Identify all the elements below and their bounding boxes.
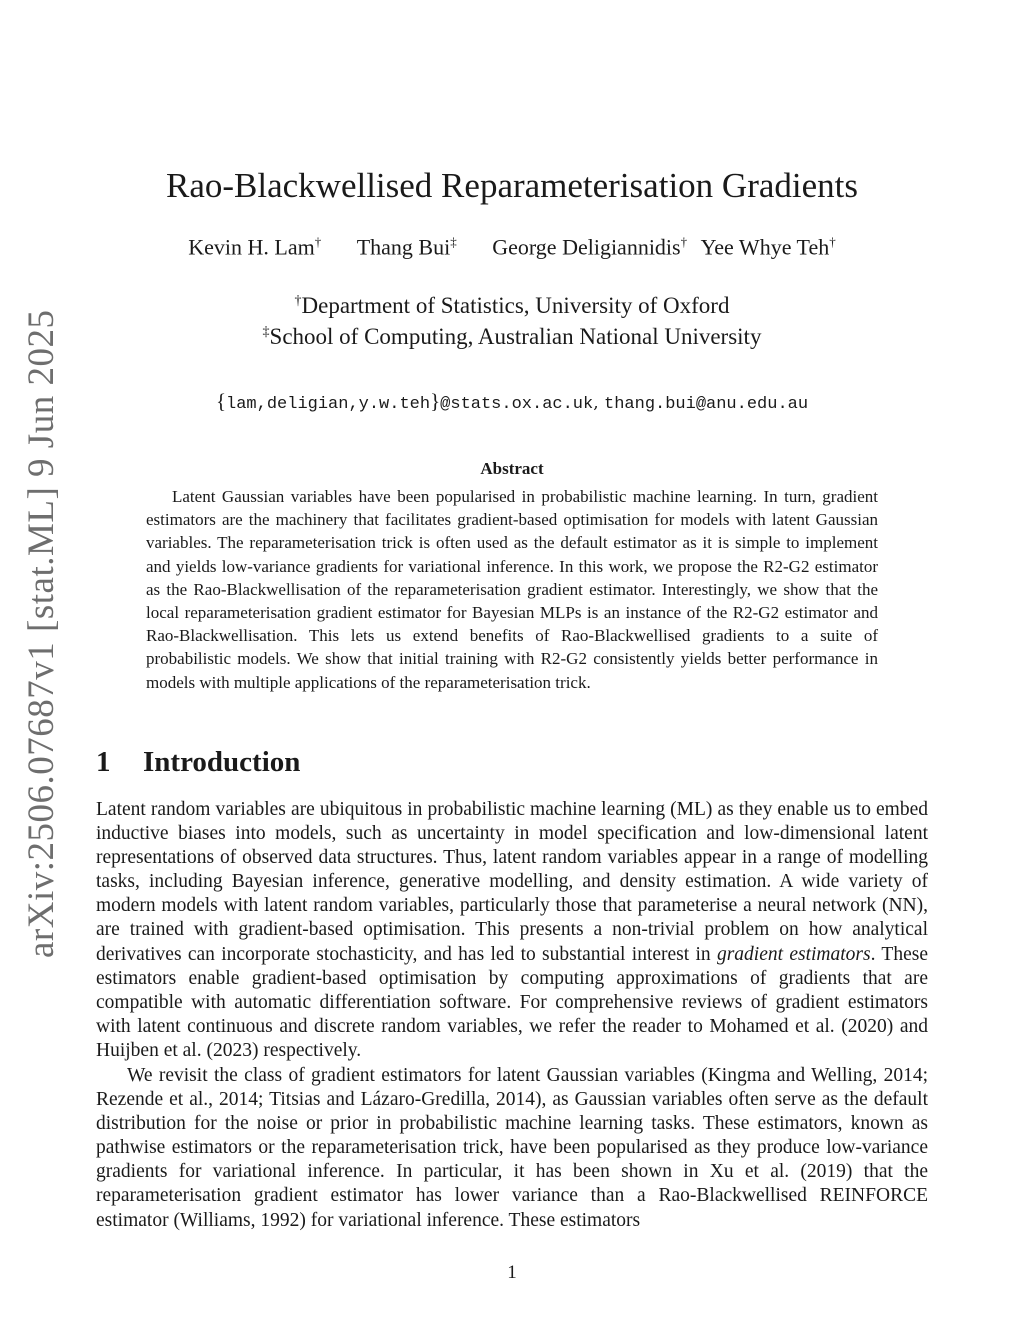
author-name: Thang Bui (356, 234, 451, 260)
affiliation-text: School of Computing, Australian National University (269, 324, 762, 349)
section-number: 1 (96, 746, 111, 778)
section-title: Introduction (143, 746, 301, 778)
abstract-heading: Abstract (480, 459, 544, 478)
author (492, 234, 687, 260)
abstract-text: Latent Gaussian variables have been popularised in probabilistic machine learning. In turn, gradient estimators are the machinery that facilitates gradient-based optimisation for models with latent Gaussian variables. The reparameterisation trick is often used as the default estimator as it is simple to implement and yields low-variance gradients for variational inference. In this work, we propose the R2-G2 estimator as the Rao-Blackwellisation of the reparameterisation gradient estimator. Interestingly, we show that the local reparameterisation gradient estimator for Bayesian MLPs is an instance of the R2-G2 estimator and Rao-Blackwellisation. This lets us extend benefits of Rao-Blackwellised gradients to a suite of probabilistic models. We show that initial training with R2-G2 consistently yields better performance in models with multiple applications of the reparameterisation trick. (146, 487, 878, 692)
paragraph-text: Latent random variables are ubiquitous in probabilistic machine learning (ML) as they enable us to embed inductive biases into models, such as uncertainty in model specification and low-dimensional latent representations of observed data structures. Thus, latent random variables appear in a range of modelling tasks, including Bayesian inference, generative modelling, and density estimation. A wide variety of modern models with latent random variables, particularly those that parameterise a neural network (NN), are trained with gradient-based optimisation. This presents a non-trivial problem on how analytical derivatives can incorporate stochasticity, and has led to substantial interest in (96, 799, 928, 965)
affiliation-mark: † (829, 234, 836, 249)
affiliation (0, 293, 1024, 319)
affiliation-mark: ‡ (262, 324, 270, 340)
email-group-names: lam,deligian,y.w.teh (226, 395, 431, 414)
email-separator: , (593, 393, 605, 413)
arxiv-identifier-stamp: arXiv:2506.07687v1 [stat.ML] 9 Jun 2025 (21, 309, 62, 958)
paragraph-text: . These estimators enable gradient-based optimisation by computing approximations of gradients that are compatible with automatic differentiation software. For comprehensive reviews of gradient estimators with latent continuous and discrete random variables, we refer the reader to Mohamed et al. (2020) and Huijben et al. (2023) respectively. (96, 943, 928, 1061)
body-paragraph (96, 798, 928, 1063)
author (188, 234, 321, 260)
page-number: 1 (507, 1262, 517, 1283)
paper-title: Rao-Blackwellised Reparameterisation Gradients (166, 166, 858, 205)
body-paragraph: We revisit the class of gradient estimators for latent Gaussian variables (Kingma and Welling, 2014; Rezende et al., 2014; Titsias and Lázaro-Gredilla, 2014), as Gaussian variables often serve as the default distribution for the noise or prior in probabilistic machine learning tasks. These estimators, known as pathwise estimators or the reparameterisation trick, have been popularised as they produce low-variance gradients for variational inference. In particular, it has been shown in Xu et al. (2019) that the reparameterisation gradient estimator has lower variance than a Rao-Blackwellised REINFORCE estimator (Williams, 1992) for variational inference. These estimators (96, 1065, 928, 1231)
email-close-brace: } (430, 389, 441, 413)
affiliation-mark: † (314, 234, 322, 249)
affiliation-mark: ‡ (450, 234, 457, 249)
author-name: Kevin H. Lam (188, 234, 315, 260)
emphasized-term: gradient estimators (716, 943, 871, 965)
email-group-domain: @stats.ox.ac.uk (440, 395, 594, 414)
author-name: Yee Whye Teh (700, 234, 830, 260)
affiliation-text: Department of Statistics, University of Oxford (301, 293, 730, 318)
email-open-brace: { (215, 389, 227, 413)
author (701, 234, 836, 260)
author-emails (0, 389, 1024, 414)
affiliation-mark: † (680, 234, 688, 249)
affiliation (0, 324, 1024, 350)
section-heading (96, 746, 300, 779)
affiliation-mark: † (294, 293, 302, 309)
author (357, 234, 457, 260)
author-list (0, 234, 1024, 260)
author-name: George Deligiannidis (492, 234, 681, 260)
email-address: thang.bui@anu.edu.au (604, 395, 809, 414)
